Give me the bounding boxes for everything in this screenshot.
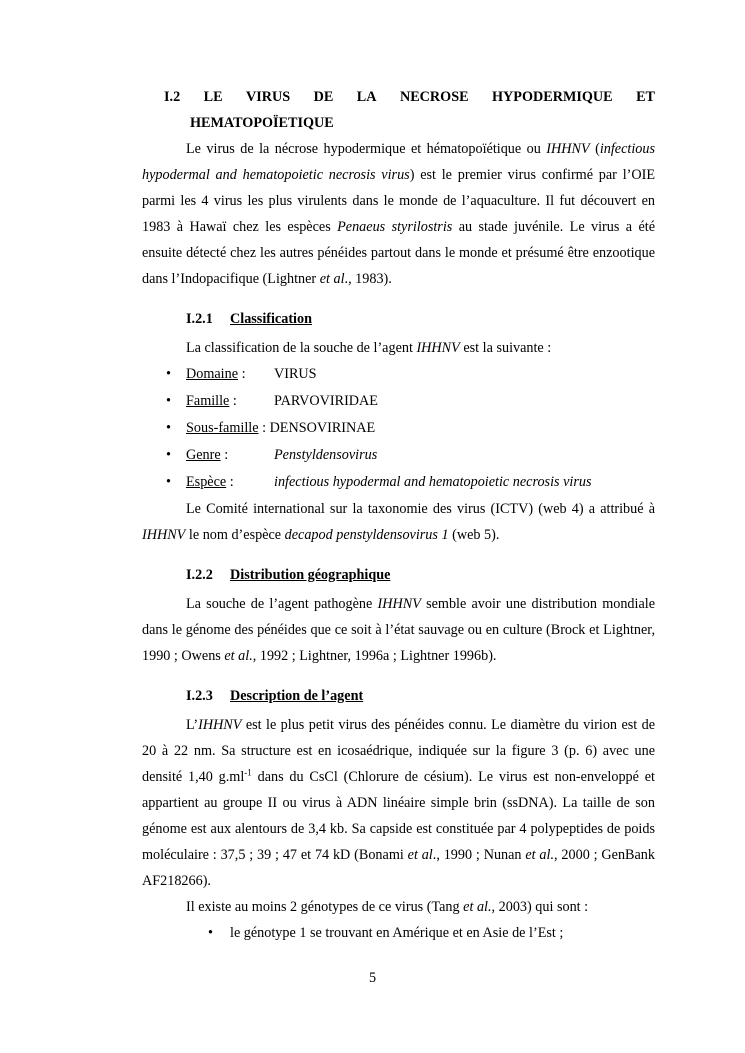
rank-label: Famille <box>186 393 230 409</box>
section-heading <box>142 84 655 136</box>
italic-run: infectious hypodermal and hematopoietic necrosis virus <box>142 141 655 183</box>
genotype-list <box>142 920 655 946</box>
list-item <box>142 442 655 469</box>
subsection-title: Description de l’agent <box>230 688 364 704</box>
text-run: , 1992 ; Lightner, 1996a ; Lightner 1996b). <box>252 648 497 664</box>
italic-run: IHHNV <box>198 717 242 733</box>
subsection-heading-description <box>186 684 655 708</box>
page-body <box>142 84 655 946</box>
text-run: ) est le premier virus confirmé par l’OIE parmi les 4 virus les plus virulents dans le monde de l’aquaculture. Il fut découvert en 1983 à Hawaï chez les espèces <box>142 167 655 235</box>
heading-word: VIRUS <box>246 89 291 105</box>
text-run: le nom d’espèce <box>185 527 285 543</box>
rank-separator: : <box>220 447 229 463</box>
taxon-value: VIRUS <box>274 366 317 382</box>
bullet: • <box>166 393 171 409</box>
italic-run: IHHNV <box>377 596 421 612</box>
rank-label: Sous-famille <box>186 420 259 436</box>
italic-run: et al. <box>525 847 555 863</box>
genotype-text: le génotype 1 se trouvant en Amérique et en Asie de l’Est ; <box>230 925 564 941</box>
list-item <box>142 920 655 946</box>
text-run: semble avoir une distribution mondiale dans le génome des pénéides que ce soit à l’état sauvage ou en culture (Brock et Lightner, 1990 ; Owens <box>142 596 655 664</box>
text-run: (web 5). <box>448 527 500 543</box>
distribution-paragraph <box>142 591 655 669</box>
rank-separator: : <box>238 366 246 382</box>
heading-word: LE <box>203 89 223 105</box>
text-run: Le virus de la nécrose hypodermique et hématopoïétique ou <box>186 141 547 157</box>
italic-run: et al <box>319 271 345 287</box>
taxon-rank <box>186 442 274 469</box>
text-run: au stade juvénile. Le virus a été ensuite détecté chez les autres pénéides partout dans le monde et présumé être enzootique dans l’Indopacifique (Lightner <box>142 219 655 287</box>
heading-word: LA <box>356 89 377 105</box>
section-heading-line1 <box>164 84 655 110</box>
superscript: -1 <box>244 767 252 778</box>
italic-run: IHHNV <box>546 141 590 157</box>
italic-run: IHHNV <box>416 340 460 356</box>
text-run: dans du CsCl (Chlorure de césium). Le virus est non-enveloppé et appartient au groupe II ou virus à ADN linéaire simple brin (ssDNA). La taille de son génome est aux alentours de 3,4 kb. Sa capside est constituée par 4 polypeptides de poids moléculaire : 37,5 ; 39 ; 47 et 74 kD (Bonami <box>142 769 656 863</box>
description-paragraph <box>142 712 655 894</box>
heading-word: DE <box>313 89 334 105</box>
rank-separator: : <box>258 420 270 436</box>
taxon-rank <box>186 388 274 415</box>
rank-label: Espèce <box>186 474 227 490</box>
text-run: , 2000 ; GenBank AF218266). <box>142 847 655 889</box>
classification-lead <box>142 335 655 361</box>
genotype-intro <box>142 894 655 920</box>
bullet: • <box>166 474 171 490</box>
rank-label: Domaine <box>186 366 239 382</box>
rank-separator: : <box>226 474 234 490</box>
taxonomy-list <box>142 361 655 496</box>
text-run: ., 1990 ; Nunan <box>432 847 526 863</box>
rank-label: Genre <box>186 447 221 463</box>
bullet: • <box>166 420 171 436</box>
taxon-value: infectious hypodermal and hematopoietic necrosis virus <box>274 474 592 490</box>
list-item <box>142 415 655 442</box>
text-run: Il existe au moins 2 génotypes de ce virus (Tang <box>186 899 464 915</box>
intro-paragraph <box>142 136 655 292</box>
taxon-rank <box>186 469 274 496</box>
italic-run: et al. <box>463 899 492 915</box>
bullet: • <box>166 447 171 463</box>
text-run: ( <box>589 141 600 157</box>
subsection-number: I.2.3 <box>186 688 213 704</box>
bullet: • <box>166 366 171 382</box>
text-run: Le Comité international sur la taxonomie des virus (ICTV) (web 4) a attribué à <box>186 501 655 517</box>
section-heading-line2: HEMATOPOÏETIQUE <box>190 115 334 131</box>
italic-run: decapod penstyldensovirus 1 <box>284 527 449 543</box>
text-run: La souche de l’agent pathogène <box>186 596 378 612</box>
text-run: L’ <box>186 717 199 733</box>
subsection-title: Classification <box>230 311 312 327</box>
subsection-heading-distribution <box>186 563 655 587</box>
text-run: est le plus petit virus des pénéides connu. Le diamètre du virion est de 20 à 22 nm. Sa structure est en icosaédrique, indiquée sur la figure 3 (p. 6) avec une densité 1,40 g.ml <box>142 717 655 785</box>
page-number: 5 <box>368 970 377 986</box>
italic-run: et al. <box>224 648 253 664</box>
italic-run: Penaeus styrilostris <box>337 219 453 235</box>
taxon-rank <box>186 361 274 388</box>
rank-separator: : <box>229 393 237 409</box>
bullet: • <box>208 925 213 941</box>
heading-word: ET <box>636 89 655 105</box>
list-item <box>142 388 655 415</box>
heading-word: NECROSE <box>399 89 469 105</box>
subsection-number: I.2.1 <box>186 311 213 327</box>
ictv-note <box>142 496 655 548</box>
section-number: I.2 <box>164 89 181 105</box>
taxon-value: PARVOVIRIDAE <box>274 393 378 409</box>
text-run: est la suivante : <box>459 340 552 356</box>
italic-run: et al <box>407 847 433 863</box>
taxon-value: Penstyldensovirus <box>274 447 378 463</box>
text-run: ., 1983). <box>344 271 392 287</box>
taxon-value: DENSOVIRINAE <box>269 420 376 436</box>
text-run: La classification de la souche de l’agent <box>186 340 417 356</box>
text-run: , 2003) qui sont : <box>491 899 589 915</box>
subsection-title: Distribution géographique <box>230 567 391 583</box>
subsection-heading-classification <box>186 307 655 331</box>
subsection-number: I.2.2 <box>186 567 213 583</box>
list-item <box>142 361 655 388</box>
italic-run: IHHNV <box>142 527 186 543</box>
heading-word: HYPODERMIQUE <box>492 89 613 105</box>
list-item <box>142 469 655 496</box>
